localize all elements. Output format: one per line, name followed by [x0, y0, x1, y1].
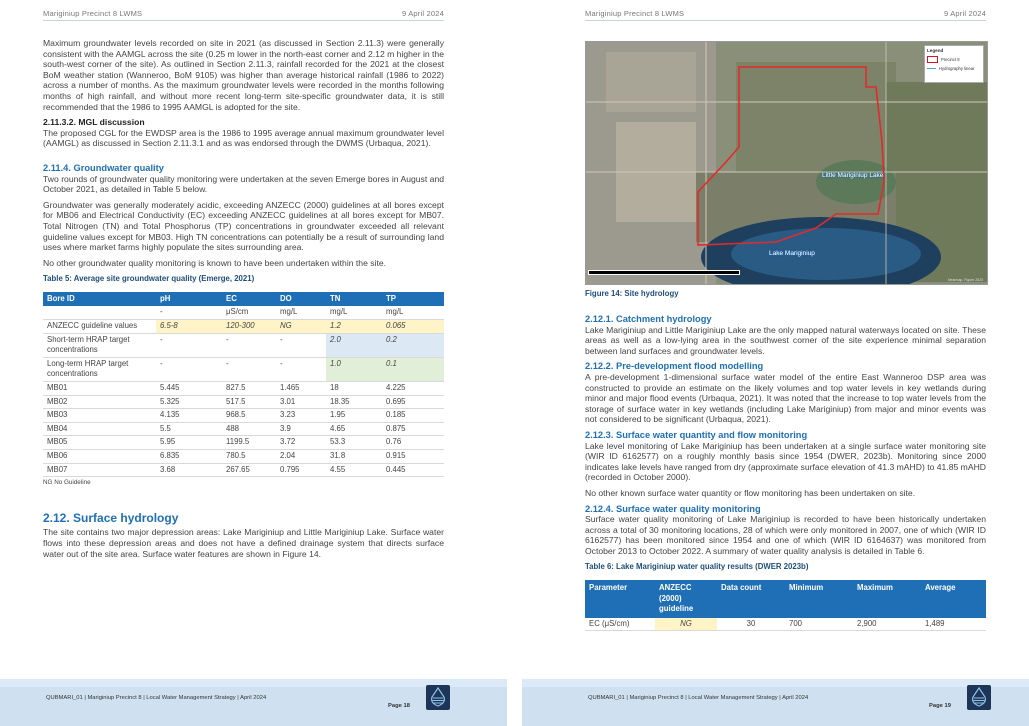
paragraph: Two rounds of groundwater quality monitoring were undertaken at the seven Emerge bores in August and October 2021, as detailed in Table 5 below. — [43, 173, 444, 195]
table-6-caption: Table 6: Lake Mariginiup water quality results (DWER 2023b) — [585, 562, 809, 572]
cell: MB03 — [43, 409, 156, 423]
cell: 120-300 — [222, 320, 276, 334]
table-row — [585, 618, 986, 631]
cell: 0.915 — [382, 450, 444, 464]
cell: 3.68 — [156, 463, 222, 477]
col-header: EC — [222, 292, 276, 307]
cell: 5.95 — [156, 436, 222, 450]
cell: 3.9 — [276, 422, 326, 436]
table-row — [43, 422, 444, 436]
units-row — [43, 306, 444, 319]
cell: 1.2 — [326, 320, 382, 334]
heading-2-12: 2.12. Surface hydrology — [43, 510, 179, 525]
cell: μS/cm — [222, 306, 276, 319]
cell: - — [222, 357, 276, 381]
col-header: Maximum — [853, 580, 921, 618]
cell: mg/L — [382, 306, 444, 319]
table-5 — [43, 292, 444, 477]
line-swatch-icon — [927, 68, 936, 69]
cell: MB06 — [43, 450, 156, 464]
heading-2-12-1: 2.12.1. Catchment hydrology — [585, 314, 712, 324]
cell: 1.465 — [276, 382, 326, 396]
short-term-row — [43, 333, 444, 357]
col-header: Average — [921, 580, 986, 618]
cell: NG — [276, 320, 326, 334]
cell: 0.76 — [382, 436, 444, 450]
table-5-data-rows — [43, 382, 444, 477]
cell: 18.35 — [326, 395, 382, 409]
cell: 827.5 — [222, 382, 276, 396]
page-number: Page 19 — [929, 703, 951, 709]
cell: ANZECC guideline values — [43, 320, 156, 334]
cell: - — [156, 306, 222, 319]
cell: 700 — [785, 618, 853, 631]
page-body — [43, 38, 444, 564]
cell: 517.5 — [222, 395, 276, 409]
cell: mg/L — [326, 306, 382, 319]
col-header: Data count — [717, 580, 785, 618]
cell: 53.3 — [326, 436, 382, 450]
cell: - — [156, 357, 222, 381]
paragraph: Groundwater was generally moderately acidic, exceeding ANZECC (2000) guidelines at all bores except for MB06 and Electrical Conductivity (EC) exceeding ANZECC guidelines at all bores except for MB07. Total Nitrogen (TN) and Total Phosphorus (TP) concentrations in groundwater exceeded all relevant guideline values except for MB03. High TN concentrations can potentially be a result of surrounding land uses where market farms highly populate the sites surrounding area. — [43, 199, 444, 253]
cell: 0.1 — [382, 357, 444, 381]
cell: 2.04 — [276, 450, 326, 464]
company-logo-icon — [426, 685, 450, 710]
cell: 488 — [222, 422, 276, 436]
col-header: pH — [156, 292, 222, 307]
page-18 — [0, 0, 507, 726]
company-logo-icon — [967, 685, 991, 710]
page-19 — [522, 0, 1029, 726]
cell: MB02 — [43, 395, 156, 409]
paragraph: No other known surface water quantity or flow monitoring has been undertaken on site. — [585, 487, 916, 498]
cell: 1199.5 — [222, 436, 276, 450]
page-footer — [0, 679, 507, 726]
cell: 5.445 — [156, 382, 222, 396]
cell: 0.2 — [382, 333, 444, 357]
header-date: 9 April 2024 — [943, 9, 986, 18]
table-row — [43, 450, 444, 464]
legend-title: Legend — [927, 48, 944, 53]
paragraph: Surface water quality monitoring of Lake Mariginiup is recorded to have been historically undertaken across a total of 30 monitoring locations, 28 of which were only monitored in 2007, one of which (WIR ID 6162577) has been monitored since 1954 and one of which (WIR ID 6164637) was monitored from October 2013 to October 2022. A summary of water quality analysis is detailed in Table 6. — [585, 514, 986, 556]
heading-2-12-2: 2.12.2. Pre-development flood modelling — [585, 361, 764, 372]
cell: 6.835 — [156, 450, 222, 464]
heading-2-11-3-2: 2.11.3.2. MGL discussion — [43, 117, 145, 128]
footer-text: QUBMARI_01 | Mariginiup Precinct 8 | Local Water Management Strategy | April 2024 — [588, 695, 809, 701]
table-row — [43, 409, 444, 423]
col-header: TN — [326, 292, 382, 307]
heading-2-12-3: 2.12.3. Surface water quantity and flow monitoring — [585, 429, 808, 440]
cell: 3.01 — [276, 395, 326, 409]
legend-item: Precinct 8 — [927, 56, 981, 63]
cell: 0.065 — [382, 320, 444, 334]
table-header-row — [43, 292, 444, 307]
cell: 4.55 — [326, 463, 382, 477]
cell: 2,900 — [853, 618, 921, 631]
table-row — [43, 382, 444, 396]
cell: 0.445 — [382, 463, 444, 477]
cell: 1,489 — [921, 618, 986, 631]
cell: MB01 — [43, 382, 156, 396]
cell: 968.5 — [222, 409, 276, 423]
col-header: TP — [382, 292, 444, 307]
cell: 6.5-8 — [156, 320, 222, 334]
cell — [43, 306, 156, 319]
cell: 0.695 — [382, 395, 444, 409]
footer-text: QUBMARI_01 | Mariginiup Precinct 8 | Local Water Management Strategy | April 2024 — [46, 695, 267, 701]
paragraph: The site contains two major depression areas: Lake Mariginiup and Little Mariginiup Lake. Surface water flows into these depression areas and does not have a defined drainage system that directs surface water out of the site area. Surface water features are shown in Figure 14. — [43, 527, 444, 559]
col-header: Minimum — [785, 580, 853, 618]
cell: 3.23 — [276, 409, 326, 423]
map-legend — [924, 45, 984, 83]
cell: 4.135 — [156, 409, 222, 423]
table-note: NG No Guideline — [43, 479, 91, 487]
table-row — [43, 436, 444, 450]
cell: 18 — [326, 382, 382, 396]
cell: 3.72 — [276, 436, 326, 450]
col-header: Bore ID — [43, 292, 156, 307]
header-date: 9 April 2024 — [401, 9, 444, 18]
table-row — [43, 395, 444, 409]
header-title: Mariginiup Precinct 8 LWMS — [43, 9, 143, 18]
cell: MB05 — [43, 436, 156, 450]
cell: 31.8 — [326, 450, 382, 464]
cell: NG — [655, 618, 717, 631]
cell: MB07 — [43, 463, 156, 477]
cell: 1.0 — [326, 357, 382, 381]
table-header-row — [585, 580, 986, 618]
col-header: Parameter — [585, 580, 655, 618]
cell: 0.185 — [382, 409, 444, 423]
cell: Long-term HRAP target concentrations — [43, 357, 156, 381]
cell: 267.65 — [222, 463, 276, 477]
cell: 4.65 — [326, 422, 382, 436]
header-title: Mariginiup Precinct 8 LWMS — [585, 9, 685, 18]
cell: 5.325 — [156, 395, 222, 409]
paragraph: Maximum groundwater levels recorded on site in 2021 (as discussed in Section 2.11.3) were generally consistent with the AAMGL across the site (0.25 m lower in the north-east corner and 2.12 m higher in the south-west corner of the site). As outlined in Section 2.11.3, rainfall recorded for the 2021 at the closest BoM weather station (Wanneroo, BoM 9105) was higher than average historical rainfall (1986 to 2022) across a number of months. As the maximum groundwater levels were recorded in the months following months of high rainfall, and without more recent long-term site-specific groundwater data, it is still recommended that the 1986 to 1995 AAMGL is adopted for the site. — [43, 38, 444, 112]
cell: MB04 — [43, 422, 156, 436]
table-5-caption: Table 5: Average site groundwater quality (Emerge, 2021) — [43, 274, 255, 284]
cell: 4.225 — [382, 382, 444, 396]
cell: - — [156, 333, 222, 357]
cell: 2.0 — [326, 333, 382, 357]
page-number: Page 18 — [388, 703, 410, 709]
paragraph: Lake Mariginiup and Little Mariginiup Lake are the only mapped natural waterways located on site. These areas as well as a low-lying area in the southwest corner of the site experience minimal separation between land surfaces and groundwater levels. — [585, 324, 986, 356]
col-header: DO — [276, 292, 326, 307]
cell: 0.795 — [276, 463, 326, 477]
page-body — [585, 308, 986, 631]
cell: - — [222, 333, 276, 357]
site-hydrology-map — [585, 41, 988, 285]
cell: EC (μS/cm) — [585, 618, 655, 631]
running-header — [43, 9, 444, 21]
cell: 5.5 — [156, 422, 222, 436]
table-row — [43, 463, 444, 477]
cell: 1.95 — [326, 409, 382, 423]
cell: 30 — [717, 618, 785, 631]
paragraph: The proposed CGL for the EWDSP area is the 1986 to 1995 average annual maximum groundwater level (AAMGL) as discussed in Section 2.11.3.1 and as was endorsed through the DWMS (Urbaqua, 2021). — [43, 127, 444, 149]
map-attribution: Nearmap, Figure 2023 — [947, 278, 983, 282]
cell: 0.875 — [382, 422, 444, 436]
cell: - — [276, 333, 326, 357]
anzecc-row — [43, 320, 444, 334]
page-footer — [522, 679, 1029, 726]
paragraph: No other groundwater quality monitoring is known to have been undertaken within the site. — [43, 257, 386, 268]
map-label-little-mariginiup: Little Mariginiup Lake — [822, 172, 884, 179]
heading-2-11-4: 2.11.4. Groundwater quality — [43, 162, 164, 173]
cell: - — [276, 357, 326, 381]
legend-item: Hydrography linear — [927, 66, 981, 71]
boundary-swatch-icon — [927, 56, 938, 63]
paragraph: Lake level monitoring of Lake Mariginiup has been undertaken at a single surface water monitoring site (WIR ID 6162577) on a roughly monthly basis since 1954 (DWER, 2023b). Monitoring since 2000 indicates lake levels have ranged from dry (approximate surface elevation of 41.3 mAHD) to 41.85 mAHD (recorded in October 2000). — [585, 440, 986, 483]
table-6 — [585, 580, 986, 631]
running-header — [585, 9, 986, 21]
cell: 780.5 — [222, 450, 276, 464]
long-term-row — [43, 357, 444, 381]
paragraph: A pre-development 1-dimensional surface water model of the entire East Wanneroo DSP area was constructed to provide an estimate on the likely volumes and top water levels in key wetlands during minor and major flood events (Urbaqua, 2021). It was noted that the increase to top water levels from the storage of surface water in key wetlands (including Lake Mariginiup) from major and minor events was not considered to be significant (Urbaqua, 2021). — [585, 371, 986, 425]
col-header: ANZECC (2000) guideline — [655, 580, 717, 618]
figure-14-caption: Figure 14: Site hydrology — [585, 289, 679, 298]
cell: mg/L — [276, 306, 326, 319]
heading-2-12-4: 2.12.4. Surface water quality monitoring — [585, 503, 761, 514]
map-label-lake-mariginiup: Lake Mariginiup — [769, 250, 815, 257]
cell: Short-term HRAP target concentrations — [43, 333, 156, 357]
scale-bar — [588, 270, 740, 275]
